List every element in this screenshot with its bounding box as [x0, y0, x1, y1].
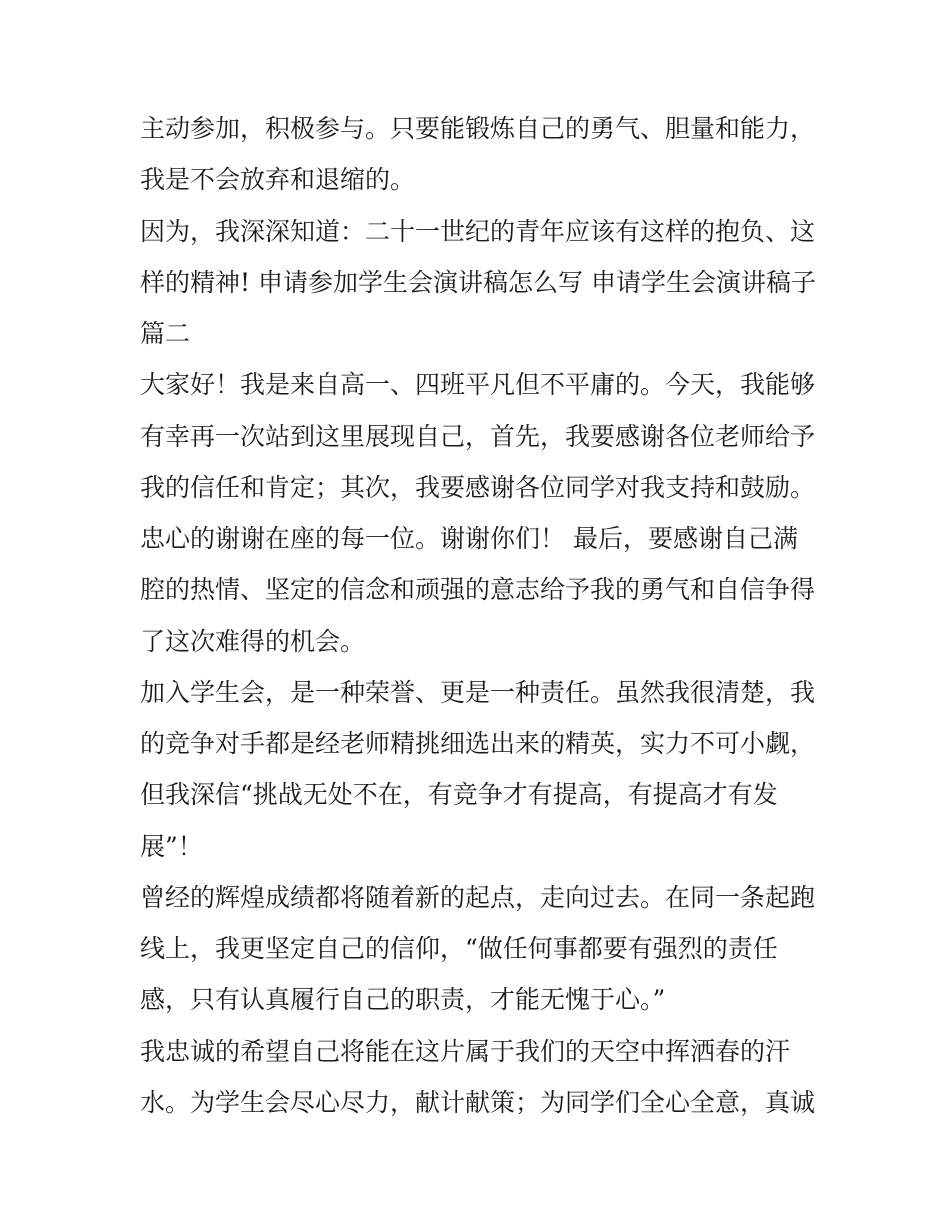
text-line: 线上，我更坚定自己的信仰，“做任何事都要有强烈的责任	[140, 934, 778, 963]
text-line: 忠心的谢谢在座的每一位。谢谢你们！ 最后，要感谢自己满	[140, 524, 798, 553]
text-line: 了这次难得的机会。	[140, 626, 366, 656]
text-line: 我的信任和肯定；其次，我要感谢各位同学对我支持和鼓励。	[140, 472, 816, 502]
section-heading: 篇二	[140, 319, 191, 348]
text-line: 样的精神! 申请参加学生会演讲稿怎么写 申请学生会演讲稿子	[140, 267, 816, 297]
text-line: 大家好！我是来自高一、四班平凡但不平庸的。今天，我能够	[140, 370, 816, 400]
text-line: 曾经的辉煌成绩都将随着新的起点，走向过去。在同一条起跑	[140, 882, 816, 912]
text-line: 有幸再一次站到这里展现自己，首先，我要感谢各位老师给予	[140, 421, 816, 451]
text-line: 展”！	[140, 831, 203, 861]
text-line: 腔的热情、坚定的信念和顽强的意志给予我的勇气和自信争得	[140, 575, 816, 605]
text-line: 的竞争对手都是经老师精挑细选出来的精英，实力不可小觑，	[140, 729, 816, 758]
text-line: 水。为学生会尽心尽力，献计献策；为同学们全心全意，真诚	[140, 1087, 816, 1117]
text-line: 感，只有认真履行自己的职责，才能无愧于心。”	[140, 985, 666, 1015]
text-line: 加入学生会，是一种荣誉、更是一种责任。虽然我很清楚，我	[140, 677, 816, 707]
text-line: 我是不会放弃和退缩的。	[140, 165, 416, 195]
document-body	[140, 103, 820, 1128]
text-line: 但我深信“挑战无处不在，有竞争才有提高，有提高才有发	[140, 780, 778, 810]
text-line: 因为，我深深知道：二十一世纪的青年应该有这样的抱负、这	[140, 216, 816, 246]
text-line: 主动参加，积极参与。只要能锻炼自己的勇气、胆量和能力，	[140, 114, 816, 143]
text-line: 我忠诚的希望自己将能在这片属于我们的天空中挥洒春的汗	[140, 1036, 791, 1066]
